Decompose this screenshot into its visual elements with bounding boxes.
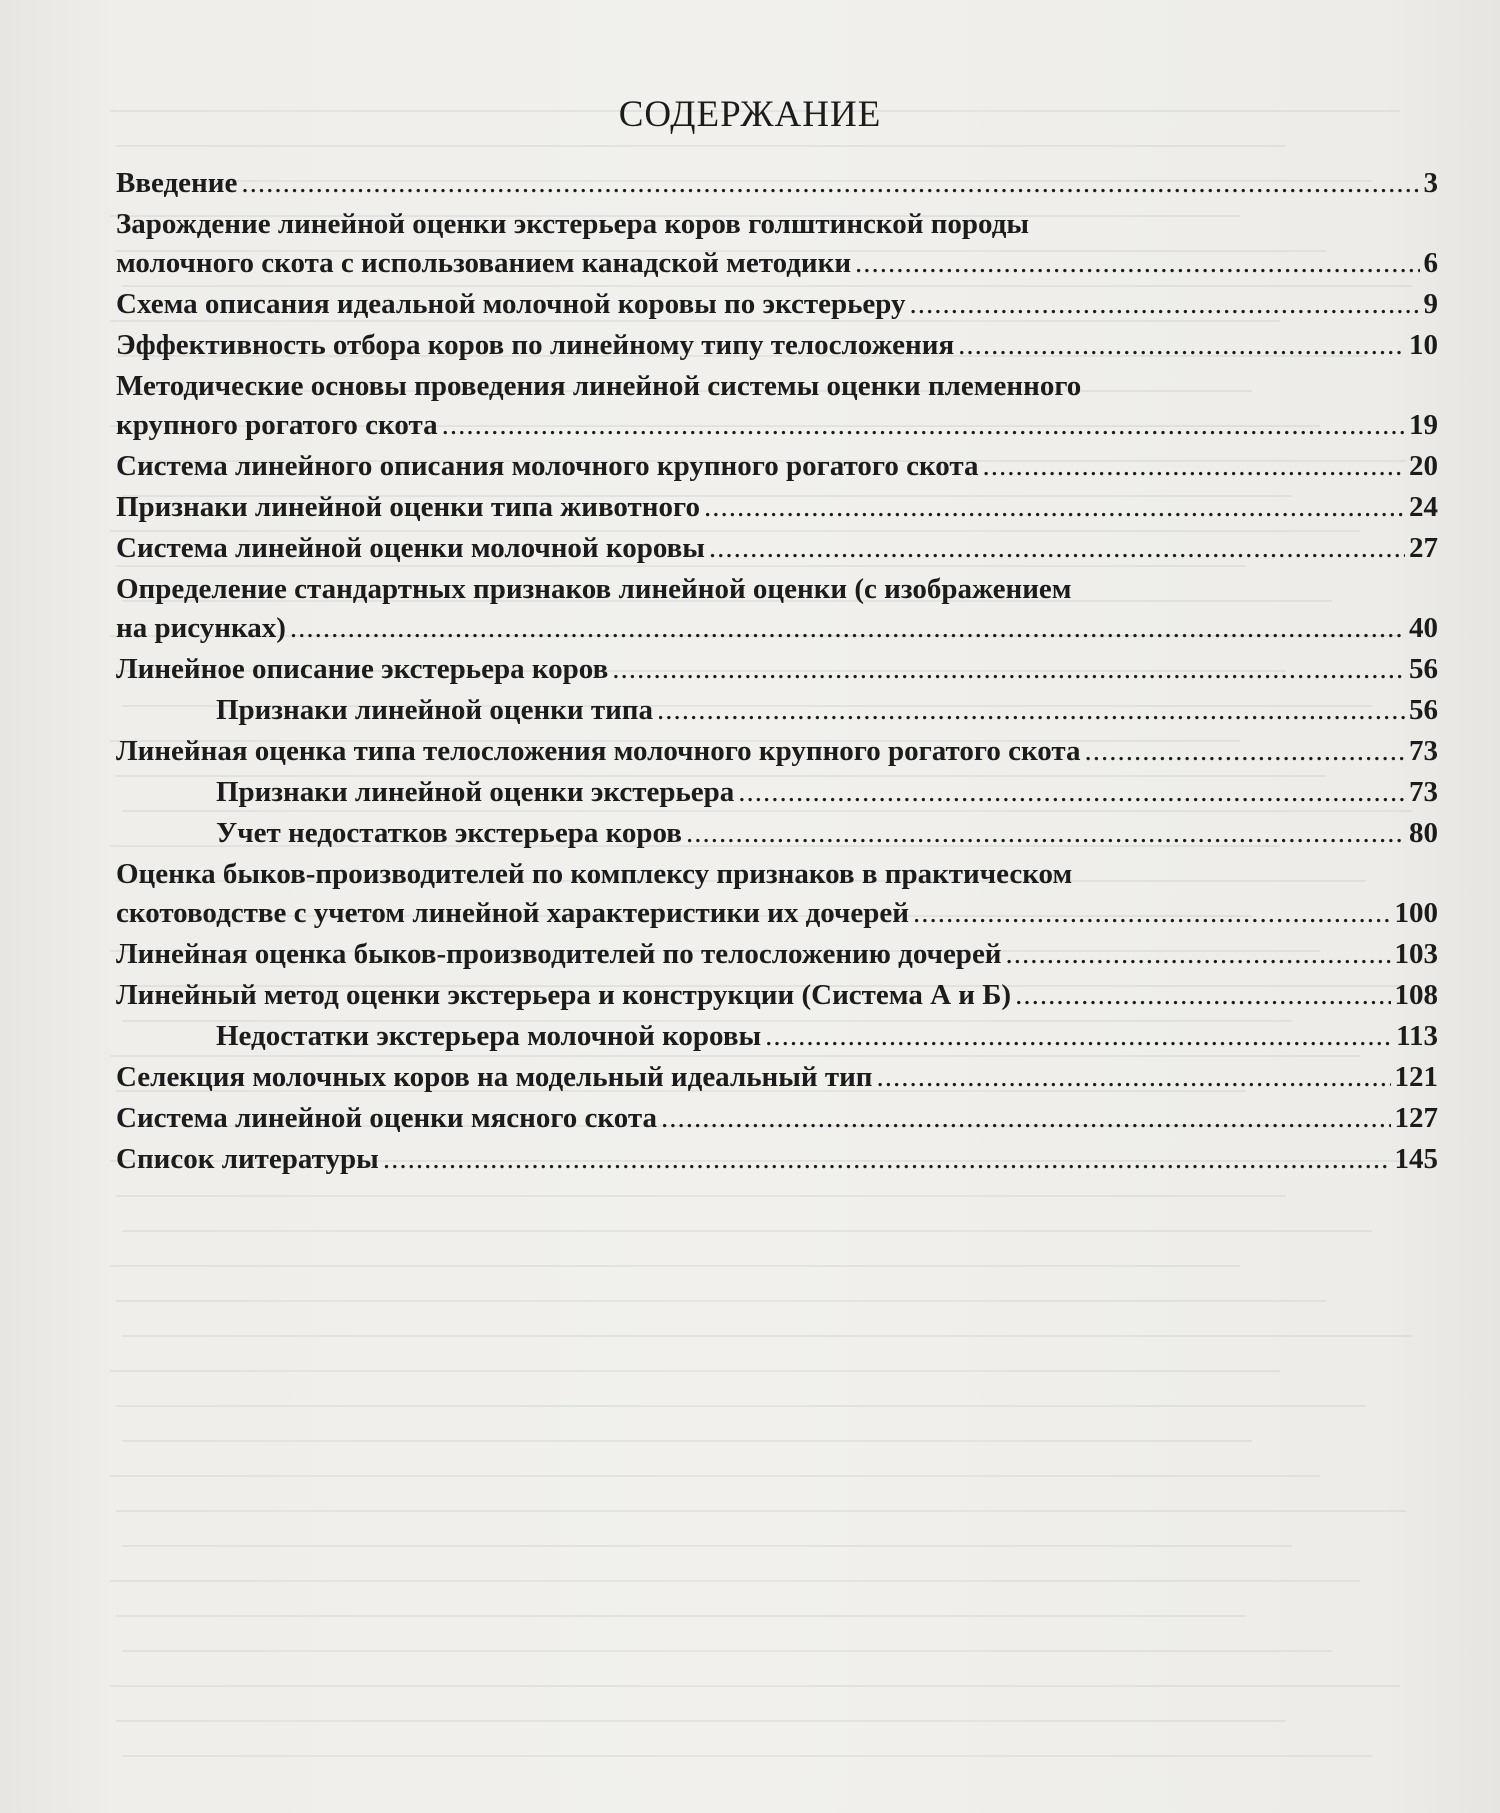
toc-subentry [116,773,1438,812]
toc-entry [116,488,1438,527]
toc-entry [116,285,1438,324]
toc-entry-last-line [116,732,1438,771]
toc-entry-text: Учет недостатков экстерьера коров [216,817,682,849]
toc-entry [116,1058,1438,1097]
bleed-through-line [110,1475,1320,1477]
bleed-through-line [116,1195,1286,1197]
page-number: 103 [1394,938,1438,970]
toc-entry-text: Недостатки экстерьера молочной коровы [216,1020,762,1052]
toc-entry-last-line [116,976,1438,1015]
page-number: 9 [1423,288,1438,320]
toc-entry [116,976,1438,1015]
toc-entry [116,447,1438,486]
page-number: 27 [1409,532,1438,564]
toc-entry-last-line [116,529,1438,568]
dot-leader [958,326,1405,365]
toc-entry-last-line [216,691,1438,730]
toc-entry [116,1099,1438,1138]
toc-subentry [116,1017,1438,1056]
bleed-through-line [116,1405,1366,1407]
toc-entry-text: Система линейного описания молочного крупного рогатого скота [116,450,979,482]
bleed-through-line [116,1510,1406,1512]
toc-entry-last-line [116,1058,1438,1097]
dot-leader [241,164,1419,203]
toc-entry-text: Определение стандартных признаков линейной оценки (с изображением [116,573,1072,605]
toc-entry-text: Селекция молочных коров на модельный идеальный тип [116,1061,873,1093]
toc-entry-last-line [116,406,1438,445]
toc-entry [116,935,1438,974]
toc-entry-text: молочного скота с использованием канадской методики [116,247,852,279]
page-number: 6 [1423,247,1438,279]
bleed-through-line [116,1720,1286,1722]
dot-leader [910,285,1420,324]
toc-entry [116,650,1438,689]
toc-entry-last-line [116,326,1438,365]
dot-leader [738,773,1405,812]
toc-entry-text: Оценка быков-производителей по комплексу признаков в практическом [116,858,1073,890]
toc-entry-text: Признаки линейной оценки типа [216,694,653,726]
toc-entry [116,1140,1438,1179]
toc-entry-text: скотоводстве с учетом линейной характеристики их дочерей [116,897,909,929]
dot-leader [686,814,1405,853]
bleed-through-line [110,1265,1240,1267]
bleed-through-line [122,1545,1292,1547]
toc-entry-text: Методические основы проведения линейной системы оценки племенного [116,370,1082,402]
toc-entry-last-line [116,447,1438,486]
toc-entry [116,732,1438,771]
toc-entry [116,570,1438,648]
toc-entry-text: Признаки линейной оценки типа животного [116,491,700,523]
toc-entry [116,164,1438,203]
dot-leader [1006,935,1391,974]
page-number: 73 [1409,735,1438,767]
dot-leader [661,1099,1391,1138]
toc-entry-last-line [116,894,1438,933]
toc-subentry [116,814,1438,853]
page-number: 56 [1409,653,1438,685]
toc-entry-text: Введение [116,167,238,199]
page-number: 3 [1423,167,1438,199]
bleed-through-line [122,1650,1332,1652]
toc-entry-last-line [116,285,1438,324]
toc-entry-last-line [116,244,1438,283]
page-number: 100 [1394,897,1438,929]
toc-entry-text: Система линейной оценки мясного скота [116,1102,657,1134]
toc-entry-last-line [116,609,1438,648]
toc-entry-text: Эффективность отбора коров по линейному типу телосложения [116,329,955,361]
bleed-through-line [116,1615,1246,1617]
page-number: 24 [1409,491,1438,523]
page-number: 73 [1409,776,1438,808]
page-number: 127 [1394,1102,1438,1134]
toc-entry-text: Линейный метод оценки экстерьера и конструкции (Система А и Б) [116,979,1012,1011]
dot-leader [657,691,1405,730]
dot-leader [765,1017,1392,1056]
toc-entry-last-line [116,935,1438,974]
bleed-through-line [122,1230,1372,1232]
toc-entry-text: Линейное описание экстерьера коров [116,653,609,685]
toc-entry-last-line [216,773,1438,812]
toc-entry-text: Линейная оценка быков-производителей по телосложению дочерей [116,938,1002,970]
dot-leader [877,1058,1391,1097]
dot-leader [855,244,1419,283]
toc-entry-text: Зарождение линейной оценки экстерьера коров голштинской породы [116,208,1030,240]
dot-leader [383,1140,1391,1179]
toc-entry-last-line [216,1017,1438,1056]
page-number: 113 [1396,1020,1438,1052]
toc-entry-last-line [116,1140,1438,1179]
toc-entry [116,326,1438,365]
toc-entry [116,855,1438,933]
dot-leader [704,488,1405,527]
bleed-through-line [116,145,1286,147]
page-number: 19 [1409,409,1438,441]
page-number: 10 [1409,329,1438,361]
bleed-through-line [110,1580,1360,1582]
toc-entry-last-line [116,1099,1438,1138]
toc-entry [116,205,1438,283]
dot-leader [709,529,1405,568]
page-number: 108 [1394,979,1438,1011]
table-of-contents [116,164,1438,1181]
dot-leader [612,650,1405,689]
toc-entry-last-line [116,164,1438,203]
toc-entry-text: Признаки линейной оценки экстерьера [216,776,735,808]
page-number: 40 [1409,612,1438,644]
bleed-through-line [110,1685,1400,1687]
toc-entry [116,367,1438,445]
bleed-through-line [122,1440,1252,1442]
bleed-through-line [116,1300,1326,1302]
bleed-through-line [122,1335,1412,1337]
dot-leader [913,894,1391,933]
toc-entry [116,529,1438,568]
toc-subentry [116,691,1438,730]
page-number: 20 [1409,450,1438,482]
toc-entry-last-line [216,814,1438,853]
toc-entry-text: Список литературы [116,1143,379,1175]
toc-entry-text: на рисунках) [116,612,286,644]
page-number: 56 [1409,694,1438,726]
toc-entry-last-line [116,488,1438,527]
page-title: СОДЕРЖАНИЕ [618,93,882,135]
toc-entry-text: Система линейной оценки молочной коровы [116,532,705,564]
page-number: 121 [1394,1061,1438,1093]
bleed-through-line [110,1370,1280,1372]
toc-entry-text: крупного рогатого скота [116,409,438,441]
page-number: 145 [1394,1143,1438,1175]
toc-entry-last-line [116,650,1438,689]
dot-leader [1085,732,1405,771]
dot-leader [442,406,1405,445]
toc-entry-text: Схема описания идеальной молочной коровы по экстерьеру [116,288,906,320]
bleed-through-line [122,1755,1372,1757]
toc-entry-text: Линейная оценка типа телосложения молочного крупного рогатого скота [116,735,1081,767]
dot-leader [1015,976,1390,1015]
page-number: 80 [1409,817,1438,849]
dot-leader [290,609,1405,648]
dot-leader [982,447,1405,486]
